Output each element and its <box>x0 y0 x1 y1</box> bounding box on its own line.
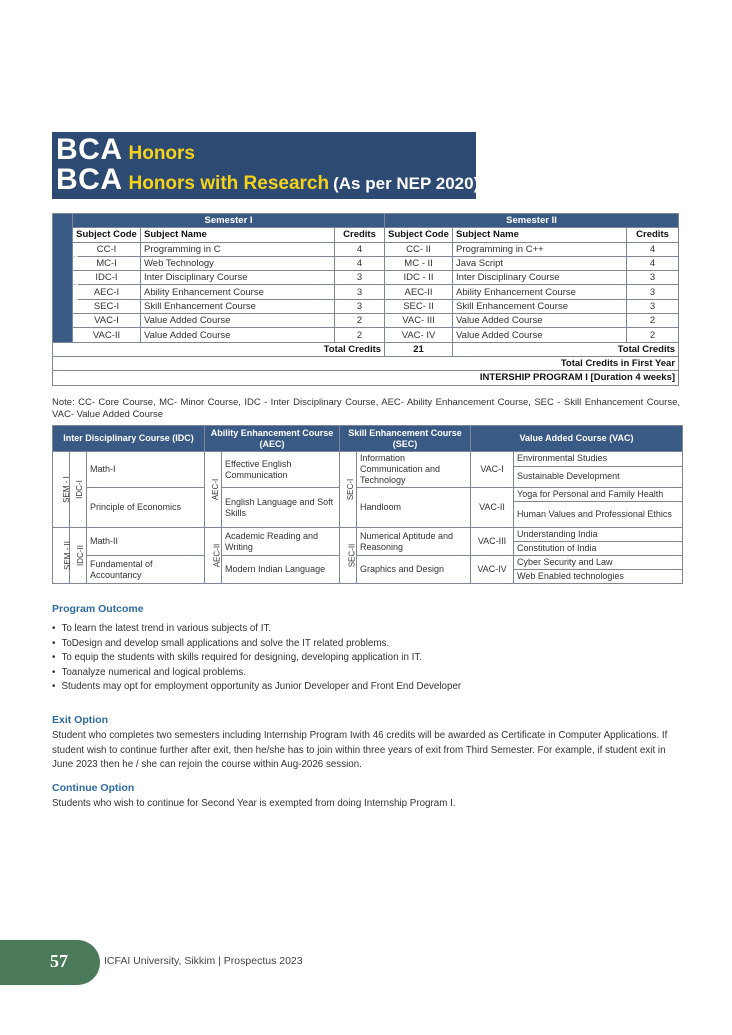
subject-name-1: Skill Enhancement Course <box>141 299 335 313</box>
program-outcome-title: Program Outcome <box>52 603 144 615</box>
banner-line-1 <box>56 135 476 165</box>
internship-label: INTERSHIP PROGRAM I [Duration 4 weeks] <box>53 371 679 385</box>
program-outcome-list <box>52 622 682 695</box>
banner-bca-1: BCA <box>56 133 123 166</box>
credits-1: 4 <box>335 242 385 256</box>
vac-ii-label: VAC-II <box>471 488 514 528</box>
subject-code-1: IDC-I <box>73 271 141 285</box>
vac-iv-label: VAC-IV <box>471 556 514 584</box>
continue-option-title: Continue Option <box>52 782 135 794</box>
credits-1: 3 <box>335 285 385 299</box>
subject-code-2: MC - II <box>385 256 453 270</box>
vac-4-option-a: Cyber Security and Law <box>514 556 683 570</box>
subject-name-2: Value Added Course <box>453 328 627 342</box>
total-credits-label-2: Total Credits <box>453 342 679 356</box>
table-row <box>53 271 679 285</box>
subject-name-1: Programming in C <box>141 242 335 256</box>
aec-2-option-a: Academic Reading and Writing <box>222 528 340 556</box>
subject-name-1: Web Technology <box>141 256 335 270</box>
credits-1: 2 <box>335 328 385 342</box>
table-row <box>53 285 679 299</box>
header-aec: Ability Enhancement Course (AEC) <box>205 426 340 452</box>
subject-code-2: AEC-II <box>385 285 453 299</box>
table-row <box>53 314 679 328</box>
subject-name-1: Value Added Course <box>141 314 335 328</box>
vac-2-option-b: Human Values and Professional Ethics <box>514 502 683 528</box>
credits-2: 4 <box>627 256 679 270</box>
subject-code-1: CC-I <box>73 242 141 256</box>
idc-1-option-a: Math-I <box>87 452 205 488</box>
exit-option-title: Exit Option <box>52 714 108 726</box>
vac-1-option-a: Environmental Studies <box>514 452 683 467</box>
banner-honors-research: Honors with Research <box>128 173 330 194</box>
aec-1-label: AEC-I <box>205 452 222 528</box>
subject-code-1: VAC-I <box>73 314 141 328</box>
sec-2-option-a: Numerical Aptitude and Reasoning <box>357 528 471 556</box>
credits-1: 4 <box>335 256 385 270</box>
credits-2: 2 <box>627 328 679 342</box>
aec-1-option-b: English Language and Soft Skills <box>222 488 340 528</box>
subject-code-1: MC-I <box>73 256 141 270</box>
credits-1: 2 <box>335 314 385 328</box>
vac-2-option-a: Yoga for Personal and Family Health <box>514 488 683 502</box>
idc-1-option-b: Principle of Economics <box>87 488 205 528</box>
semester-credits-table <box>52 213 679 386</box>
credits-2: 3 <box>627 299 679 313</box>
first-year-label: FIRST YEAR <box>53 214 73 343</box>
exit-option-text: Student who completes two semesters including Internship Program Iwith 46 credits will be awarded as Certificate in Computer Applications. If student wish to continue further after exit, then he/she has to join within three years of exit from Third Semester. For example, if student exit in June 2023 then he / she can rejoin the course within Aug-2026 session. <box>52 730 668 770</box>
list-item: • Students may opt for employment opportunity as Junior Developer and Front End Developer <box>52 680 682 695</box>
banner-nep: (As per NEP 2020) <box>333 174 480 193</box>
credits-2: 3 <box>627 271 679 285</box>
subject-name-2: Programming in C++ <box>453 242 627 256</box>
credits-2: 3 <box>627 285 679 299</box>
subject-code-2: VAC- IV <box>385 328 453 342</box>
credits-2: 2 <box>627 314 679 328</box>
vac-i-label: VAC-I <box>471 452 514 488</box>
semester-2-title: Semester II <box>385 214 679 228</box>
subject-name-1: Ability Enhancement Course <box>141 285 335 299</box>
sec-1-label: SEC-I <box>340 452 357 528</box>
subject-code-1: AEC-I <box>73 285 141 299</box>
list-item: • To learn the latest trend in various subjects of IT. <box>52 622 682 637</box>
first-year-credits-label: Total Credits in First Year <box>53 356 679 370</box>
sec-1-option-a: Information Communication and Technology <box>357 452 471 488</box>
subject-code-2: CC- II <box>385 242 453 256</box>
banner-bca-2: BCA <box>56 163 123 196</box>
vac-3-option-a: Understanding India <box>514 528 683 542</box>
idc-1-label: IDC-I <box>70 452 87 528</box>
banner-honors: Honors <box>128 143 195 164</box>
list-item: • Toanalyze numerical and logical problems. <box>52 666 682 681</box>
vac-3-option-b: Constitution of India <box>514 542 683 556</box>
table-row <box>53 299 679 313</box>
idc-2-option-b: Fundamental of Accountancy <box>87 556 205 584</box>
vac-1-option-b: Sustainable Development <box>514 466 683 487</box>
credits-2: 4 <box>627 242 679 256</box>
aec-2-label: AEC-II <box>205 528 222 584</box>
subject-name-2: Skill Enhancement Course <box>453 299 627 313</box>
header-sec: Skill Enhancement Course (SEC) <box>340 426 471 452</box>
total-credits-label-1: Total Credits <box>53 342 385 356</box>
table-row <box>53 328 679 342</box>
banner-line-2 <box>56 163 480 196</box>
semester-1-title: Semester I <box>73 214 385 228</box>
table-row <box>53 256 679 270</box>
subject-name-2: Java Script <box>453 256 627 270</box>
subject-name-2: Inter Disciplinary Course <box>453 271 627 285</box>
subject-name-2: Value Added Course <box>453 314 627 328</box>
header-idc: Inter Disciplinary Course (IDC) <box>53 426 205 452</box>
page-number: 57 <box>50 951 68 971</box>
list-item: • ToDesign and develop small applications and solve the IT related problems. <box>52 637 682 652</box>
sem-2-label: SEM - II <box>53 528 70 584</box>
title-banner <box>52 132 480 199</box>
credits-1: 3 <box>335 271 385 285</box>
subject-code-1: VAC-II <box>73 328 141 342</box>
col-subject-code-2: Subject Code <box>385 228 453 242</box>
col-subject-code-1: Subject Code <box>73 228 141 242</box>
col-credits-1: Credits <box>335 228 385 242</box>
col-subject-name-2: Subject Name <box>453 228 627 242</box>
sec-2-label: SEC-II <box>340 528 357 584</box>
list-item: • To equip the students with skills required for designing, developing application in IT. <box>52 651 682 666</box>
table-row <box>53 242 679 256</box>
continue-option-text: Students who wish to continue for Second Year is exempted from doing Internship Program I. <box>52 798 456 809</box>
credits-1: 3 <box>335 299 385 313</box>
course-options-table <box>52 425 683 584</box>
idc-2-label: IDC-II <box>70 528 87 584</box>
subject-code-2: VAC- III <box>385 314 453 328</box>
subject-name-1: Inter Disciplinary Course <box>141 271 335 285</box>
subject-name-1: Value Added Course <box>141 328 335 342</box>
col-credits-2: Credits <box>627 228 679 242</box>
sem-1-label: SEM - I <box>53 452 70 528</box>
header-vac: Value Added Course (VAC) <box>471 426 683 452</box>
vac-iii-label: VAC-III <box>471 528 514 556</box>
abbreviation-note: Note: CC- Core Course, MC- Minor Course, IDC - Inter Disciplinary Course, AEC- Ability Enhancement Course, SEC - Skill Enhancement Course, VAC- Value Added Course <box>52 397 680 420</box>
vac-4-option-b: Web Enabled technologies <box>514 570 683 584</box>
aec-1-option-a: Effective English Communication <box>222 452 340 488</box>
subject-code-2: SEC- II <box>385 299 453 313</box>
col-subject-name-1: Subject Name <box>141 228 335 242</box>
idc-2-option-a: Math-II <box>87 528 205 556</box>
subject-name-2: Ability Enhancement Course <box>453 285 627 299</box>
subject-code-2: IDC - II <box>385 271 453 285</box>
subject-code-1: SEC-I <box>73 299 141 313</box>
aec-2-option-b: Modern Indian Language <box>222 556 340 584</box>
footer-text: ICFAI University, Sikkim | Prospectus 2023 <box>104 955 303 967</box>
sec-1-option-b: Handloom <box>357 488 471 528</box>
sec-2-option-b: Graphics and Design <box>357 556 471 584</box>
total-credits-1: 21 <box>385 342 453 356</box>
